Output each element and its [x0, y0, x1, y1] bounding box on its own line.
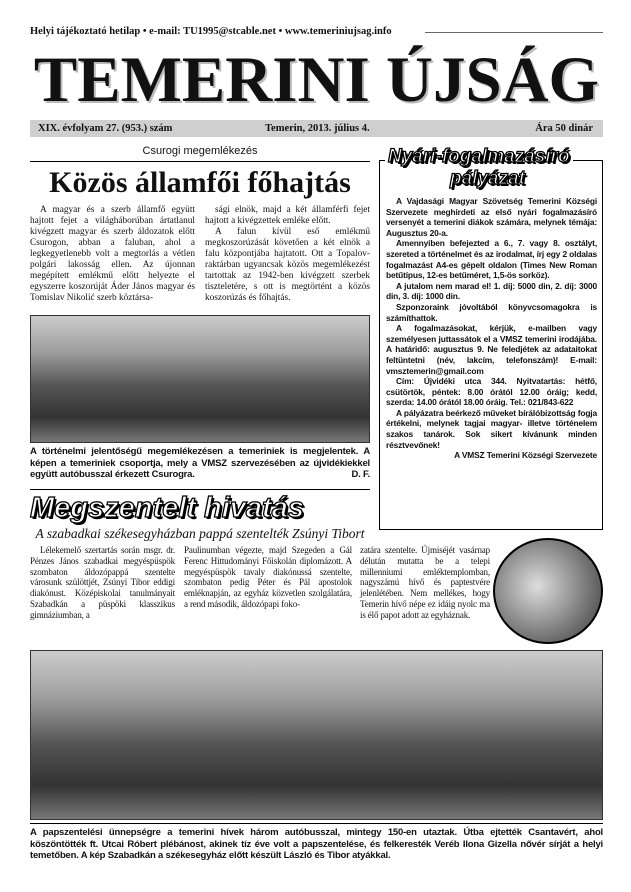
- paragraph: sági elnök, majd a két államférfi fejet hajtott a kivégzettek emléke előtt.: [205, 205, 370, 226]
- photo-caption: A papszentelési ünnepségre a temerini hívek három autóbusszal, mintegy 150-en utaztak. Útba ejtették Csantavért, ahol köszöntötték ft. Utcai Róbert plébánost, akinek tíz éve volt a papszentelése, és felkeresték Veréb Ilona Gizella nővér sírját a helyi temetőben. A kép Szabadkán a székesegyház előtt készült László és Tibor atyákkal.: [30, 827, 603, 861]
- paragraph: A jutalom nem marad el! 1. díj: 5000 din, 2. díj: 3000 din, 3. díj: 1000 din.: [386, 280, 597, 302]
- portrait-photo: [493, 538, 603, 644]
- paragraph: Cím: Újvidéki utca 344. Nyitvatartás: hétfő, csütörtök, péntek: 8.00 órától 12.00 óráig; kedd, szerda: 14.00 órától 18.00 óráig. Tel.: 021/843-622: [386, 376, 597, 408]
- paragraph: A Vajdasági Magyar Szövetség Temerini Községi Szervezete meghirdeti az első nyári fogalmazásíró versenyét a temerini diákok számára, melynek témája: Augusztus 20-a.: [386, 196, 597, 238]
- divider: [425, 32, 603, 33]
- dateline: Temerin, 2013. július 4.: [265, 123, 370, 134]
- article-column: Lélekemelő szertartás során msgr. dr. Pénzes János szabadkai megyéspüspök szombaton áldozópappá szentelte városunk szülöttjét, Zsúnyi Tibor eddigi diakónust. Középiskolai tanulmányait Szabadkán a püspöki klasszikus gimnáziumban, a: [30, 545, 175, 620]
- group-photo: [30, 650, 603, 820]
- box-title: Nyári-fogalmazásíró: [385, 146, 573, 168]
- paragraph: Amennyiben befejezted a 6., 7. vagy 8. osztályt, szereted a történelmet és az irodalmat, írj egy 2 oldalas fogalmazást A4-es gépelt oldalon (Times New Roman betűtípus, 12-es betűméret, 1,5-ös sorköz).: [386, 238, 597, 281]
- divider: [30, 489, 370, 490]
- signature: A VMSZ Temerini Községi Szervezete: [454, 450, 597, 461]
- photo-caption: [30, 446, 370, 481]
- caption-text: A történelmi jelentőségű megemlékezésen a temeriniek is megjelentek. A képen a temeriniek csoportja, mely a VMSZ szervezésében az újvidékiekkel együtt autóbusszal érkezett Csurogra.: [30, 446, 370, 480]
- paragraph: Szponzoraink jóvoltából könyvcsomagokra is számíthattok.: [386, 301, 597, 323]
- article-column: A magyar és a szerb államfő együtt hajtott fejet a világháborúban ártatlanul kivégzett magyar és szerb áldozatok előtt Csurogon, abban a faluban, ahol a legkegyetlenebb volt a megtorlás a vétlen polgári lakosság ellen. Az újonnan megépített emlékmű előtt helyezte el egyszerre koszorúját Áder János magyar és Tomislav Nikolić szerb köztársa-: [30, 205, 195, 303]
- article-column: zatára szentelte. Újmiséjét vasárnap délután mutatta be a telepi millenniumi emléktemplomban, nagyszámú hívő és paptestvére jelenlétében. Nem mellékes, hogy Temerin hívő népe ez idáig nyolc ma is élő papot adott az egyháznak.: [360, 545, 490, 620]
- box-text: [386, 196, 597, 461]
- tagline: Helyi tájékoztató hetilap • e-mail: TU1995@stcable.net • www.temeriniujsag.info: [30, 26, 392, 37]
- price: Ára 50 dinár: [535, 123, 593, 134]
- issue-number: XIX. évfolyam 27. (953.) szám: [38, 123, 173, 134]
- masthead: TEMERINI ÚJSÁG: [33, 44, 600, 116]
- issue-bar: [30, 120, 603, 137]
- article-headline: Közös államfői főhajtás: [49, 166, 351, 199]
- group-photo: [30, 315, 370, 443]
- paragraph: A falun kívül eső emlékmű megkoszorúzását követően a két elnök a falu központjába hajtatott. Ott a Topalov-raktárban ugyancsak közös megemlékezést tartottak az 1942-ben kivégzett szerbek tiszteletére, s ott is megtörtént a közös koszorúzás és főhajtás.: [205, 227, 370, 303]
- article-column: [205, 205, 370, 304]
- divider: [30, 823, 603, 824]
- article-subtitle: A szabadkai székesegyházban pappá szentelték Zsúnyi Tibort: [35, 526, 365, 541]
- divider: [30, 161, 370, 162]
- byline: D. F.: [351, 469, 370, 480]
- article-column: Paulinumban végezte, majd Szegeden a Gál Ferenc Hittudományi Főiskolán diplomázott. A megyéspüspök tavaly diakónussá szentelte, szombaton pedig Péter és Pál apostolok emléknapján, az egyház közvetlen szolgálatára, a rend második, áldozópapi foko-: [184, 545, 352, 609]
- paragraph: A pályázatra beérkező műveket bírálóbizottság fogja értékelni, melynek tagjai magyar- illetve történelem szakos tanárok. Sok sikert kívánunk minden résztvevőnek!: [386, 407, 597, 450]
- paragraph: A fogalmazásokat, kérjük, e-mailben vagy személyesen juttassátok el a VMSZ temerini irodájába. A határidő: augusztus 9. Ne feledjétek az adataitokat feltüntetni (név, lakcím, telefonszám)! E-mail: vmsztemerin@gmail.com: [386, 323, 597, 376]
- box-title: pályázat: [450, 168, 525, 189]
- article-headline: Megszentelt hivatás: [30, 492, 304, 524]
- article-kicker: Csurogi megemlékezés: [142, 145, 258, 157]
